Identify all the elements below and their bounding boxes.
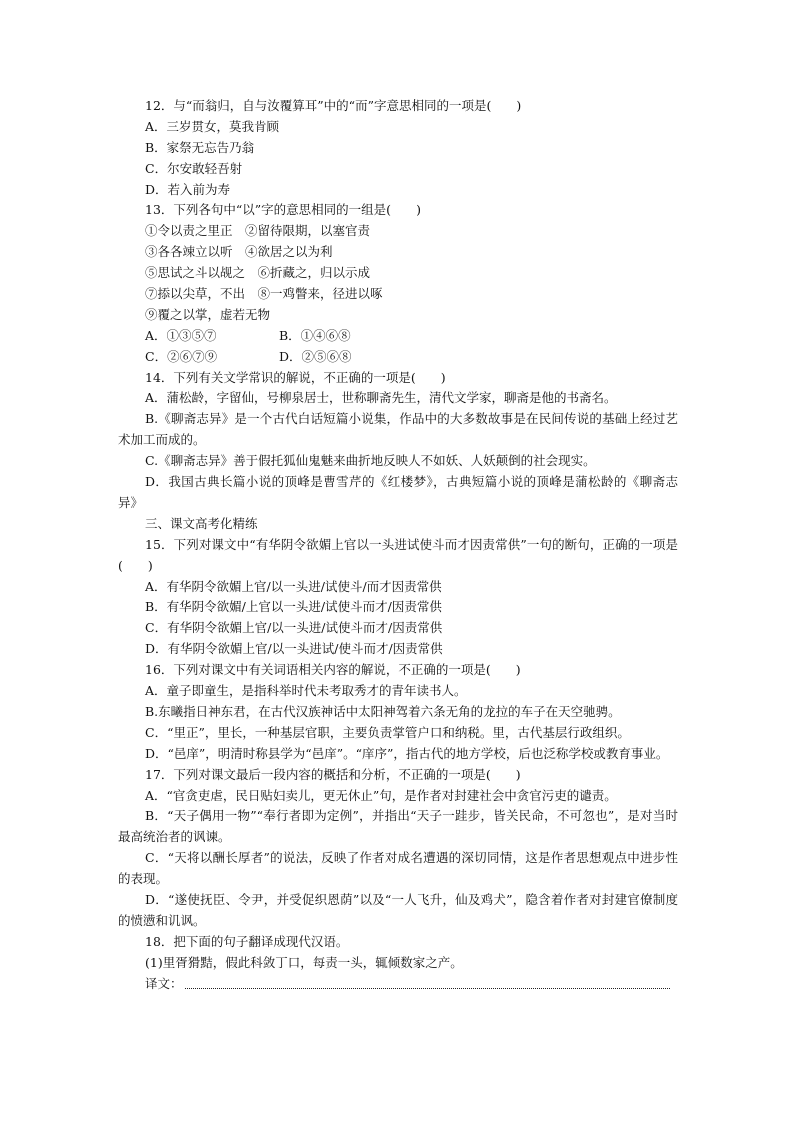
q13-option-c: C．②⑥⑦⑨ — [145, 348, 218, 364]
q13-options-row-1 — [118, 326, 678, 347]
q13-sentences-3: ⑤思试之斗以觇之 ⑥折藏之，归以示成 — [145, 265, 371, 281]
q13-sentences-2: ③各各竦立以听 ④欲居之以为利 — [145, 244, 333, 260]
q16-option-c: C．“里正”，里长，一种基层官职，主要负责掌管户口和纳税。里，古代基层行政组织。 — [145, 724, 630, 740]
q17-option-c: C．“天将以酬长厚者”的说法，反映了作者对成名遭遇的深切同情，这是作者思想观点中进步性的表现。 — [118, 850, 678, 887]
q18-sentence-1: (1)里胥猾黠，假此科敛丁口，每责一头，辄倾数家之产。 — [145, 954, 463, 970]
q17-option-b: B．“天子偶用一物”“奉行者即为定例”，并指出“天子一跬步，皆关民命，不可忽也”，是对当时最高统治者的讽谏。 — [118, 808, 678, 845]
q13-sentences-5: ⑨覆之以掌，虚若无物 — [145, 306, 271, 322]
q13-sentences-1: ①令以责之里正 ②留待限期，以塞官责 — [145, 223, 371, 239]
q13-option-a: A．①③⑤⑦ — [145, 327, 217, 343]
q13-stem: 13．下列各句中“以”字的意思相同的一组是( ) — [145, 202, 421, 218]
q14-option-c: C.《聊斋志异》善于假托狐仙鬼魅来曲折地反映人不如妖、人妖颠倒的社会现实。 — [145, 453, 596, 469]
q18-stem: 18．把下面的句子翻译成现代汉语。 — [145, 933, 349, 949]
translation-answer-line[interactable] — [185, 976, 670, 989]
q13-sentences-4: ⑦掭以尖草，不出 ⑧一鸡瞥来，径进以啄 — [145, 286, 383, 302]
q15-option-b: B．有华阴令欲媚/上官以一头进/试使斗而才/因责常供 — [145, 599, 442, 615]
translation-label: 译文： — [145, 975, 183, 991]
worksheet-page — [118, 96, 678, 995]
q15-option-d: D．有华阴令欲媚上官/以一头进试/使斗而才/因责常供 — [145, 641, 443, 657]
q16-stem: 16．下列对课文中有关词语相关内容的解说，不正确的一项是( ) — [145, 662, 521, 678]
q13-option-b: B．①④⑥⑧ — [279, 327, 351, 343]
q12-option-b: B．家祭无忘告乃翁 — [145, 139, 255, 155]
q16-option-b: B.东曦指日神东君，在古代汉族神话中太阳神驾着六条无角的龙拉的车子在天空驰骋。 — [145, 703, 621, 719]
q12-stem: 12．与“而翁归，自与汝覆算耳”中的“而”字意思相同的一项是( ) — [145, 98, 522, 113]
q14-option-a: A．蒲松龄，字留仙，号柳泉居士，世称聊斋先生，清代文学家，聊斋是他的书斋名。 — [145, 390, 617, 406]
q13-options-row-2 — [118, 347, 678, 368]
q14-stem: 14．下列有关文学常识的解说，不正确的一项是( ) — [145, 369, 446, 385]
q17-option-a: A．“官贪吏虐，民日贴妇卖儿，更无休止”句，是作者对封建社会中贪官污吏的谴责。 — [145, 787, 617, 803]
q17-stem: 17．下列对课文最后一段内容的概括和分析，不正确的一项是( ) — [145, 766, 521, 782]
section-heading: 三、课文高考化精练 — [145, 515, 258, 531]
q16-option-a: A．童子即童生，是指科举时代未考取秀才的青年读书人。 — [145, 683, 467, 699]
q15-option-a: A．有华阴令欲媚上官/以一头进/试使斗/而才因责常供 — [145, 578, 442, 594]
translation-row — [118, 974, 678, 995]
q15-option-c: C．有华阴令欲媚上官/以一头进/试使斗而才/因责常供 — [145, 620, 443, 636]
q15-stem: 15．下列对课文中“有华阴令欲媚上官以一头进试使斗而才因责常供”一句的断句，正确的一项是( ) — [118, 536, 678, 573]
q12-option-a: A．三岁贯女，莫我肯顾 — [145, 118, 280, 134]
q14-option-d: D．我国古典长篇小说的顶峰是曹雪芹的《红楼梦》，古典短篇小说的顶峰是蒲松龄的《聊斋志异》 — [118, 474, 678, 510]
q16-option-d: D．“邑庠”，明清时称县学为“邑庠”。“庠序”，指古代的地方学校，后也泛称学校或教育事业。 — [145, 745, 669, 761]
q12-option-c: C．尔安敢轻吾射 — [145, 160, 243, 176]
q14-option-b: B.《聊斋志异》是一个古代白话短篇小说集，作品中的大多数故事是在民间传说的基础上经过艺术加工而成的。 — [118, 411, 678, 448]
q17-option-d: D．“遂使抚臣、令尹，并受促织恩荫”以及“一人飞升，仙及鸡犬”，隐含着作者对封建官僚制度的愤懑和讥讽。 — [118, 892, 678, 928]
q13-option-d: D．②⑤⑥⑧ — [279, 348, 352, 364]
q12-option-d: D．若入前为寿 — [145, 181, 231, 197]
